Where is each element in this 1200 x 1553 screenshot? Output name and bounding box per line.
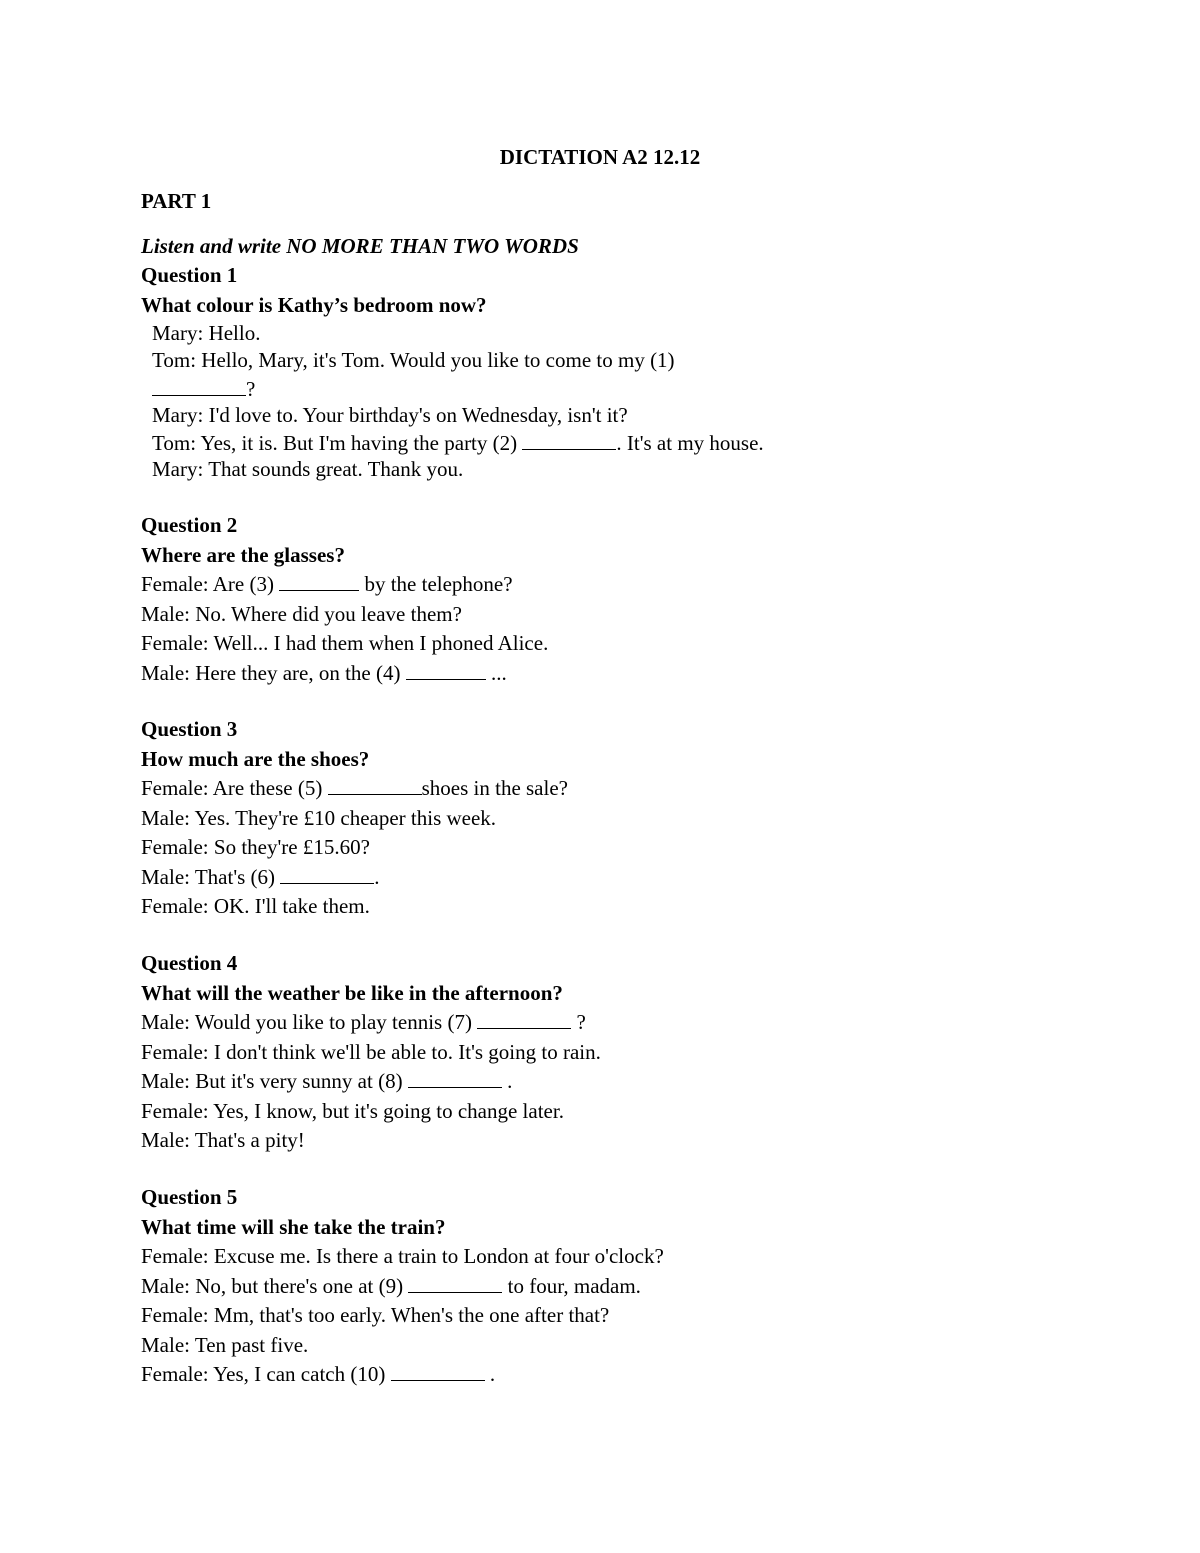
line-text: Male: No, but there's one at (9) (141, 1273, 409, 1298)
question-text: What colour is Kathy’s bedroom now? (141, 292, 487, 317)
line-text: Male: That's (6) (141, 864, 281, 889)
dialogue-line (141, 833, 1041, 863)
dialogue-line (141, 1331, 1041, 1361)
question-4-block (141, 949, 1041, 1156)
line-text: Male: No. Where did you leave them? (141, 601, 462, 626)
line-text: Female: Well... I had them when I phoned Alice. (141, 631, 549, 655)
line-text: Female: Are (3) (141, 572, 280, 596)
line-text-after: shoes in the sale? (421, 776, 568, 800)
question-heading: Question 1 (141, 263, 238, 287)
question-text: What will the weather be like in the afternoon? (141, 980, 563, 1005)
line-text: Mary: Hello. (152, 321, 261, 345)
line-text-after: by the telephone? (359, 572, 513, 596)
question-heading: Question 3 (141, 717, 238, 741)
dialogue-line (141, 1242, 1041, 1272)
question-text: How much are the shoes? (141, 746, 370, 771)
dialogue-line (141, 347, 1041, 374)
line-text: Male: Would you like to play tennis (7) (141, 1010, 478, 1034)
dialogue-line (141, 429, 1041, 456)
dialogue-line (141, 892, 1041, 922)
dialogue-line (141, 629, 1041, 659)
dialogue-line (141, 1301, 1041, 1331)
dialogue-line (141, 570, 1041, 600)
line-text-after: to four, madam. (502, 1273, 641, 1298)
answer-blank-7 (477, 1008, 571, 1029)
dialogue-line (141, 1360, 1041, 1390)
line-text: Female: Yes, I can catch (10) (141, 1362, 391, 1386)
question-heading: Question 4 (141, 951, 238, 975)
dialogue-line (141, 600, 1041, 630)
line-text: Male: But it's very sunny at (8) (141, 1069, 408, 1093)
answer-blank-2 (522, 429, 616, 450)
answer-blank-9 (408, 1272, 502, 1293)
line-text-after: . (484, 1362, 496, 1386)
question-3-block (141, 715, 1041, 922)
answer-blank-1 (152, 375, 246, 396)
line-text: Male: Here they are, on the (4) (141, 660, 406, 685)
answer-blank-6 (280, 863, 374, 884)
line-text: Tom: Hello, Mary, it's Tom. Would you like to come to my (1) (152, 348, 675, 373)
dialogue-line (141, 1097, 1041, 1127)
dialogue-line (141, 804, 1041, 834)
line-text: Female: So they're £15.60? (141, 835, 370, 859)
answer-blank-3 (279, 570, 359, 591)
question-heading: Question 5 (141, 1185, 238, 1209)
dialogue-line (141, 659, 1041, 689)
line-text: Male: Ten past five. (141, 1332, 309, 1357)
document-title: DICTATION A2 12.12 (499, 145, 701, 169)
dialogue-line (141, 1126, 1041, 1156)
line-text-after: . It's at my house. (616, 431, 764, 456)
dialogue-line (141, 1272, 1041, 1302)
line-text: Mary: I'd love to. Your birthday's on Wednesday, isn't it? (152, 402, 628, 427)
dialogue-line (141, 1067, 1041, 1097)
question-heading: Question 2 (141, 513, 238, 537)
answer-blank-5 (328, 774, 422, 795)
line-text-after: ? (571, 1010, 586, 1034)
line-text: Female: Excuse me. Is there a train to London at four o'clock? (141, 1244, 664, 1268)
dialogue-line (141, 456, 1041, 483)
line-text: Female: Are these (5) (141, 776, 328, 800)
dialogue-line (141, 375, 1041, 402)
instruction-text: Listen and write NO MORE THAN TWO WORDS (141, 234, 579, 258)
question-2-block (141, 511, 1041, 688)
answer-blank-10 (391, 1360, 485, 1381)
answer-blank-8 (408, 1067, 502, 1088)
line-text: Female: OK. I'll take them. (141, 894, 370, 918)
line-text-after: ? (246, 376, 256, 401)
dialogue-line (141, 1008, 1041, 1038)
line-text-after: . (501, 1069, 513, 1093)
part-heading: PART 1 (141, 189, 212, 213)
dialogue-line (141, 320, 1041, 347)
line-text: Female: Mm, that's too early. When's the one after that? (141, 1303, 610, 1327)
line-text-after: ... (485, 660, 507, 685)
question-text: What time will she take the train? (141, 1214, 446, 1239)
line-text: Female: I don't think we'll be able to. It's going to rain. (141, 1039, 601, 1064)
question-text: Where are the glasses? (141, 542, 345, 567)
dialogue-line (141, 402, 1041, 429)
line-text-after: . (374, 864, 380, 889)
line-text: Female: Yes, I know, but it's going to change later. (141, 1098, 564, 1123)
line-text: Male: Yes. They're £10 cheaper this week. (141, 805, 497, 830)
dialogue-line (141, 1038, 1041, 1068)
line-text: Male: That's a pity! (141, 1128, 305, 1152)
answer-blank-4 (406, 659, 486, 680)
line-text: Tom: Yes, it is. But I'm having the party (2) (152, 431, 523, 456)
dialogue-line (141, 863, 1041, 893)
dialogue-line (141, 774, 1041, 804)
line-text: Mary: That sounds great. Thank you. (152, 457, 464, 482)
question-1-block (141, 261, 1041, 484)
question-5-block (141, 1183, 1041, 1390)
